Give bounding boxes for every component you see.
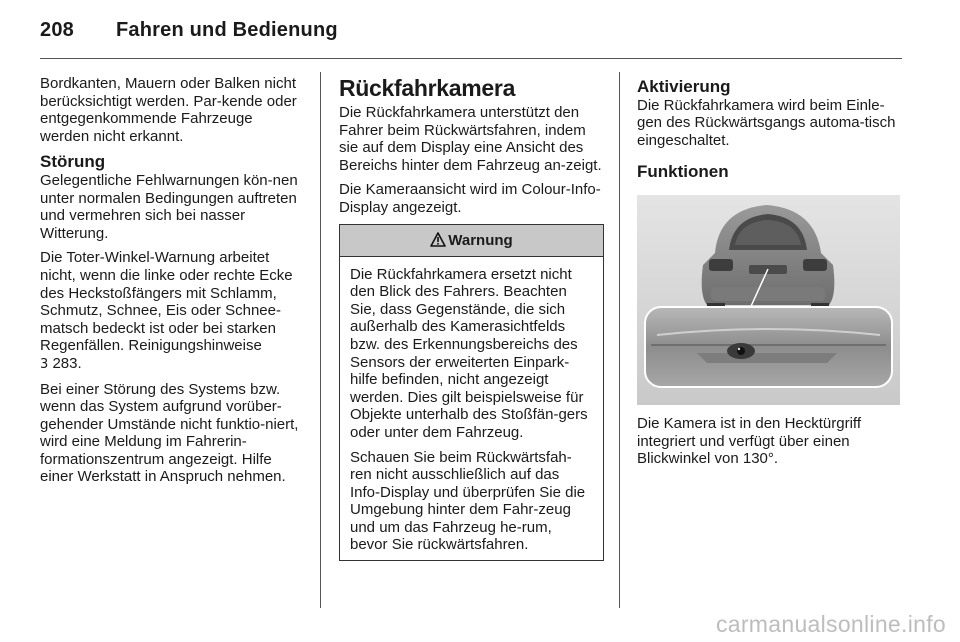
column-divider-1: [320, 72, 321, 608]
paragraph: Bei einer Störung des Systems bzw. wenn das System aufgrund vorüber-gehender Umstände nicht funktio-niert, wird eine Meldung im Fahrerin-formationszentrum angezeigt. Hilfe einer Werkstatt in Anspruch nehmen.: [40, 380, 299, 486]
paragraph: Die Rückfahrkamera unterstützt den Fahrer beim Rückwärtsfahren, indem sie auf dem Display eine Ansicht des Bereichs hinter dem Fahrzeug an-zeigt.: [339, 104, 602, 174]
section-heading-funktionen: Funktionen: [637, 162, 729, 182]
page-title: Fahren und Bedienung: [116, 19, 338, 41]
paragraph: [40, 249, 305, 373]
paragraph: Die Kamera ist in den Hecktürgriff integriert und verfügt über einen Blickwinkel von 130°.: [637, 414, 861, 468]
column-middle: [339, 75, 604, 561]
paragraph: Gelegentliche Fehlwarnungen kön-nen unter normalen Bedingungen auftreten und vermehren sich bei nasser Witterung.: [40, 171, 298, 242]
warning-box: [339, 224, 604, 562]
section-heading-stoerung: Störung: [40, 152, 106, 172]
page-number: 208: [40, 19, 74, 41]
intro-paragraph: Bordkanten, Mauern oder Balken nicht berücksichtigt werden. Par-kende oder entgegenkommende Fahrzeuge werden nicht erkannt.: [40, 75, 297, 145]
paragraph-text: Die Toter-Winkel-Warnung arbeitet nicht, wenn die linke oder rechte Ecke des Heckstoßfängers mit Schlamm, Schmutz, Schnee, Eis oder Schnee-matsch bedeckt ist oder bei starken Regenfällen. Reinigungshinweise: [40, 249, 293, 355]
rear-camera-illustration: [637, 195, 900, 405]
page-reference-icon: 3: [40, 356, 49, 372]
watermark: carmanualsonline.info: [715, 611, 946, 637]
warning-header: [340, 225, 603, 257]
warning-body: [340, 257, 603, 561]
column-left: [40, 75, 305, 493]
page-reference-link[interactable]: 283.: [52, 354, 82, 372]
warning-triangle-icon: [430, 227, 446, 258]
warning-paragraph: Die Rückfahrkamera ersetzt nicht den Blick des Fahrers. Beachten Sie, dass Gegenstände, die sich außerhalb des Kamerasichtfelds bzw. des Erkennungsbereichs des Sensors der erweiterten Einpark-hilfe befinden, nicht angezeigt werden. Dies gilt beispielsweise für Objekte unterhalb des Stoßfän-gers oder unter dem Fahrzeug.: [350, 265, 588, 441]
page-header: [40, 19, 338, 42]
warning-label: Warnung: [448, 231, 513, 249]
header-rule: [40, 58, 902, 59]
column-divider-2: [619, 72, 620, 608]
chapter-title: Rückfahrkamera: [339, 75, 516, 101]
column-right: [637, 75, 902, 475]
paragraph: Die Rückfahrkamera wird beim Einle-gen des Rückwärtsgangs automa-tisch eingeschaltet.: [637, 96, 896, 149]
section-heading-aktivierung: Aktivierung: [637, 77, 731, 96]
paragraph: Die Kameraansicht wird im Colour-Info-Display angezeigt.: [339, 181, 601, 216]
warning-paragraph: Schauen Sie beim Rückwärtsfah-ren nicht ausschließlich auf das Info-Display und überprüfen Sie die Umgebung hinter dem Fahr-zeug und um das Fahrzeug he-rum, bevor Sie rückwärtsfahren.: [350, 448, 586, 554]
